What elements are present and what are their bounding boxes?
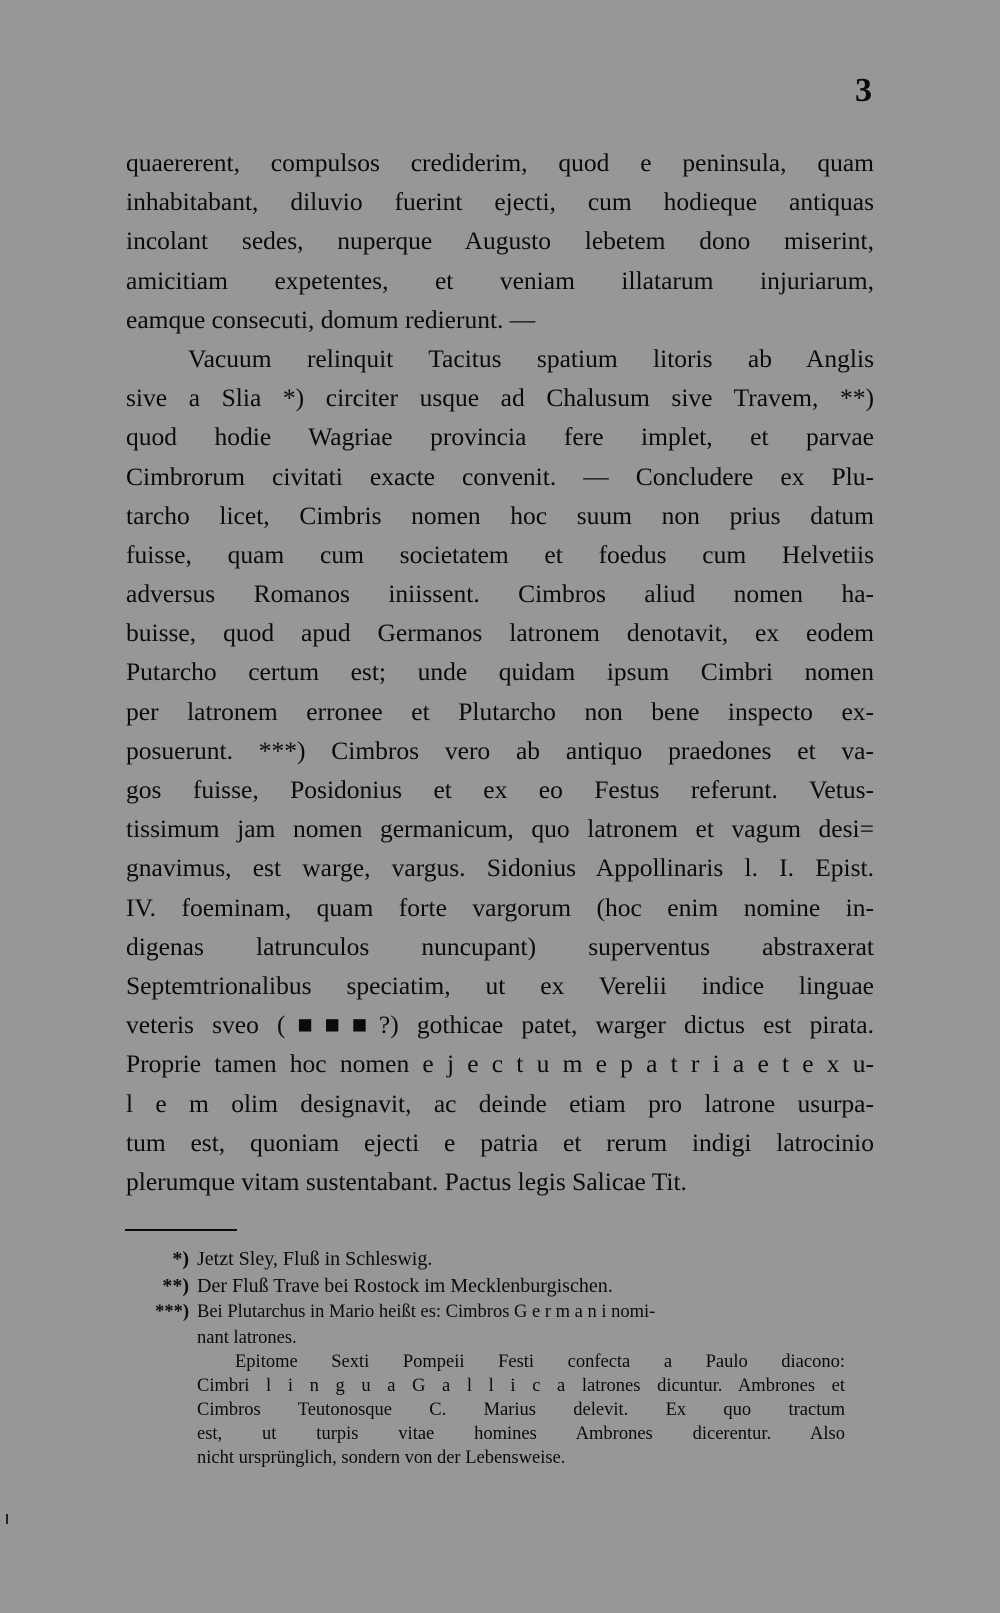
text-line: eamque consecuti, domum redierunt. — bbox=[126, 304, 536, 334]
text-line: quod hodie Wagriae provincia fere implet, et parvae bbox=[126, 422, 874, 452]
footnote-separator bbox=[125, 1229, 237, 1231]
text-line: tum est, quoniam ejecti e patria et rerum indigi latrocinio bbox=[126, 1127, 874, 1157]
text-line: gnavimus, est warge, vargus. Sidonius Appollinaris l. I. Epist. bbox=[126, 853, 874, 883]
text-line: Cimbrorum civitati exacte convenit. — Concludere ex Plu- bbox=[126, 461, 874, 491]
text-line: Septemtrionalibus speciatim, ut ex Verelii indice linguae bbox=[126, 970, 874, 1000]
footnote-line: Cimbri l i n g u a G a l l i c a latrones dicuntur. Ambrones et bbox=[197, 1375, 845, 1396]
footnote-text: Jetzt Sley, Fluß in Schleswig. bbox=[197, 1248, 433, 1270]
text-line: tissimum jam nomen germanicum, quo latronem et vagum desi= bbox=[126, 814, 874, 844]
text-line: sive a Slia *) circiter usque ad Chalusum sive Travem, **) bbox=[126, 383, 874, 413]
footnote-line: nicht ursprünglich, sondern von der Lebensweise. bbox=[197, 1447, 566, 1468]
text-line: Vacuum relinquit Tacitus spatium litoris ab Anglis bbox=[188, 343, 874, 373]
footnote-2 bbox=[125, 1273, 875, 1300]
text-line: l e m olim designavit, ac deinde etiam pro latrone usurpa- bbox=[126, 1088, 874, 1118]
footnote-continuation: nant latrones. bbox=[197, 1327, 297, 1348]
footnote-marker: **) bbox=[162, 1274, 189, 1297]
text-line: plerumque vitam sustentabant. Pactus legis Salicae Tit. bbox=[126, 1166, 687, 1196]
text-line: gos fuisse, Posidonius et ex eo Festus referunt. Vetus- bbox=[126, 775, 874, 804]
text-line: buisse, quod apud Germanos latronem denotavit, ex eodem bbox=[126, 618, 874, 648]
main-text bbox=[126, 143, 874, 1201]
footnotes bbox=[125, 1246, 875, 1470]
text-line: tarcho licet, Cimbris nomen hoc suum non prius datum bbox=[126, 500, 874, 530]
text-line: digenas latrunculos nuncupant) superventus abstraxerat bbox=[126, 931, 874, 961]
footnote-line: est, ut turpis vitae homines Ambrones dicerentur. Also bbox=[197, 1423, 845, 1444]
text-line: inhabitabant, diluvio fuerint ejecti, cum hodieque antiquas bbox=[126, 187, 874, 217]
text-line: IV. foeminam, quam forte vargorum (hoc enim nomine in- bbox=[126, 892, 874, 922]
text-line: per latronem erronee et Plutarcho non bene inspecto ex- bbox=[126, 696, 874, 726]
margin-mark bbox=[6, 1514, 8, 1524]
footnote-3 bbox=[125, 1299, 875, 1326]
text-line: veteris sveo (■■■?) gothicae patet, warger dictus est pirata. bbox=[126, 1010, 874, 1040]
footnote-1 bbox=[125, 1246, 875, 1273]
footnote-text: Der Fluß Trave bei Rostock im Mecklenburgischen. bbox=[197, 1274, 613, 1297]
page-number: 3 bbox=[855, 72, 872, 109]
text-line: adversus Romanos iniissent. Cimbros aliud nomen ha- bbox=[126, 579, 874, 609]
text-line: fuisse, quam cum societatem et foedus cum Helvetiis bbox=[126, 539, 874, 569]
footnote-text: Bei Plutarchus in Mario heißt es: Cimbros G e r m a n i nomi- bbox=[197, 1302, 656, 1322]
footnote-line: Cimbros Teutonosque C. Marius delevit. Ex quo tractum bbox=[197, 1399, 845, 1420]
text-line: amicitiam expetentes, et veniam illatarum injuriarum, bbox=[126, 265, 874, 295]
text-line: Putarcho certum est; unde quidam ipsum Cimbri nomen bbox=[126, 657, 874, 687]
text-line: quaererent, compulsos crediderim, quod e peninsula, quam bbox=[126, 148, 874, 177]
footnote-marker: ***) bbox=[155, 1302, 189, 1322]
text-line: incolant sedes, nuperque Augusto lebetem dono miserint, bbox=[126, 226, 874, 256]
text-line: posuerunt. ***) Cimbros vero ab antiquo praedones et va- bbox=[126, 735, 874, 765]
text-line: Proprie tamen hoc nomen e j e c t u m e p a t r i a e t e x u- bbox=[126, 1049, 874, 1079]
footnote-marker: *) bbox=[172, 1248, 189, 1270]
footnote-line: Epitome Sexti Pompeii Festi confecta a Paulo diacono: bbox=[235, 1351, 845, 1372]
